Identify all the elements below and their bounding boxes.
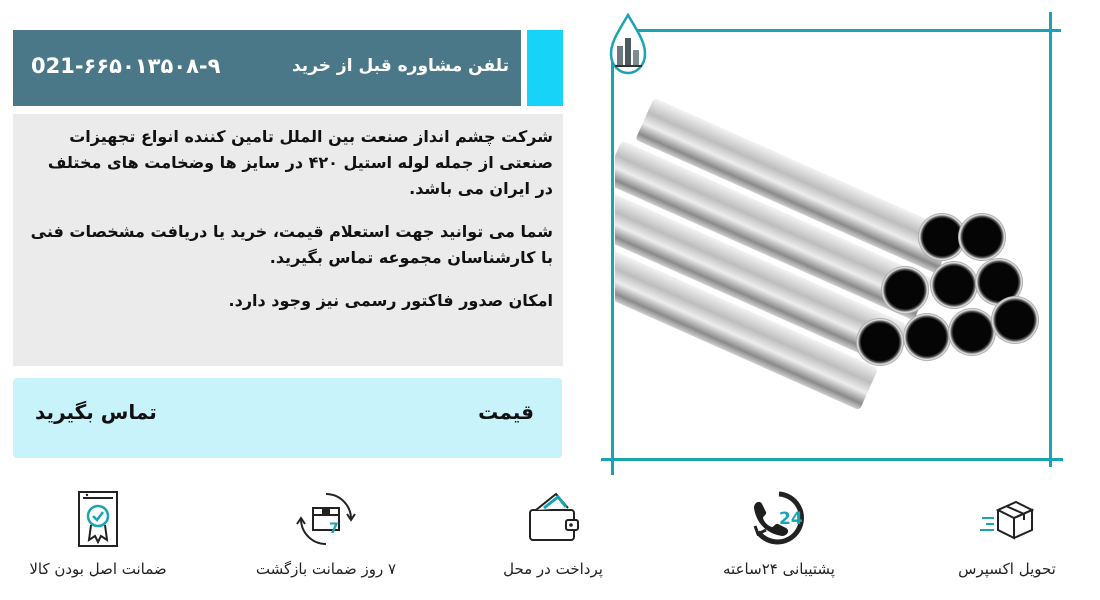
phone-label: تلفن مشاوره قبل از خرید — [291, 56, 509, 76]
feature-label: ۷ روز ضمانت بازگشت — [255, 560, 397, 578]
stainless-pipes-image — [615, 80, 1045, 455]
frame-line-left — [611, 60, 614, 475]
price-box — [13, 378, 562, 458]
phone-number[interactable]: 021-۶۶۵۰۱۳۵۰۸-۹ — [31, 54, 221, 78]
express-delivery-box-icon — [976, 488, 1038, 550]
svg-text:7: 7 — [329, 521, 339, 537]
price-value[interactable]: تماس بگیرید — [35, 400, 157, 424]
svg-text:24: 24 — [779, 509, 803, 529]
description-paragraph: امکان صدور فاکتور رسمی نیز وجود دارد. — [228, 291, 553, 310]
frame-line-bottom — [601, 458, 1063, 461]
description-paragraph: شما می توانید جهت استعلام قیمت، خرید یا دریافت مشخصات فنی با کارشناسان مجموعه تماس بگیرید. — [30, 222, 553, 267]
company-logo-icon — [602, 12, 654, 76]
feature-label: پرداخت در محل — [503, 560, 603, 578]
consultation-phone-bar — [13, 30, 521, 106]
feature-authenticity-guarantee — [3, 488, 193, 578]
description-paragraph: شرکت چشم انداز صنعت بین الملل تامین کننده انواع تجهیزات صنعتی از جمله لوله استیل ۴۲۰ در سایز ها وضخامت های مختلف در ایران می باشد. — [47, 127, 553, 198]
wallet-card-icon — [522, 488, 584, 550]
frame-line-right — [1049, 12, 1052, 467]
support-24h-phone-icon — [748, 488, 810, 550]
price-label: قیمت — [478, 400, 534, 424]
frame-line-top — [626, 29, 1061, 32]
feature-support — [684, 488, 874, 578]
certificate-badge-icon — [67, 488, 129, 550]
return-guarantee-box-icon — [295, 488, 357, 550]
feature-label: تحویل اکسپرس — [958, 560, 1056, 578]
feature-express-delivery — [912, 488, 1100, 578]
phone-accent-block — [527, 30, 563, 106]
feature-label: ضمانت اصل بودن کالا — [29, 560, 167, 578]
feature-label: پشتیبانی ۲۴ساعته — [723, 560, 835, 578]
product-description — [13, 114, 563, 366]
feature-pay-on-delivery — [458, 488, 648, 578]
feature-return-guarantee — [231, 488, 421, 578]
